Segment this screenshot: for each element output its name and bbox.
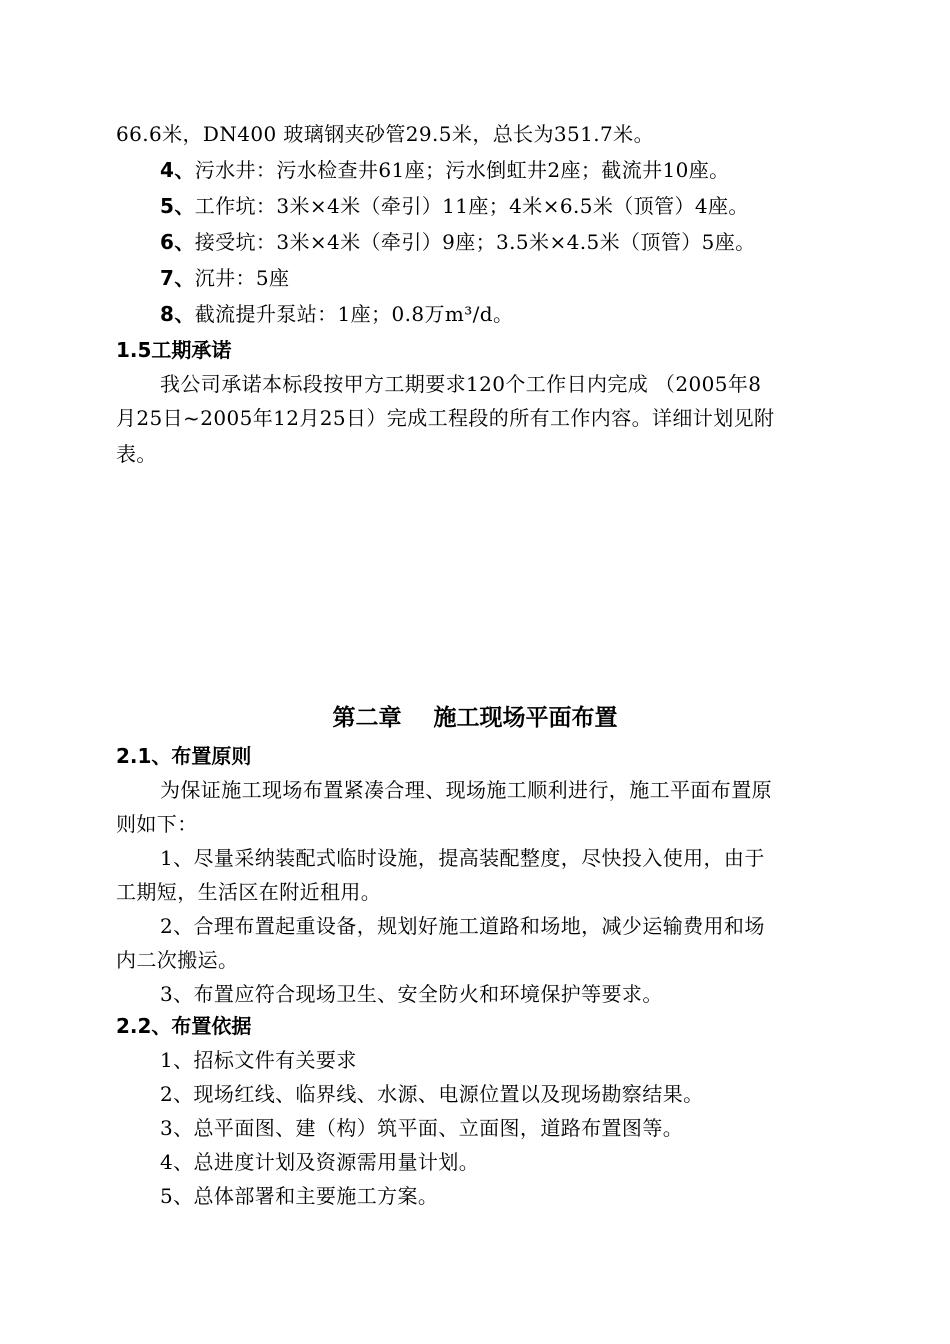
list-text: 沉井：5座 [194,266,290,290]
paragraph-line: 表。 [116,442,157,466]
chapter-title: 第二章 施工现场平面布置 [332,705,618,731]
list-number: 5、 [160,194,195,218]
list-number: 6、 [160,230,195,254]
paragraph-line: 则如下： [116,812,198,836]
list-item: 1、招标文件有关要求 [160,1048,357,1072]
list-item [160,302,513,326]
list-item [160,194,749,218]
paragraph-line: 1、尽量采纳装配式临时设施，提高装配整度，尽快投入使用，由于 [160,846,765,870]
list-text: 接受坑：3米×4米（牵引）9座；3.5米×4.5米（顶管）5座。 [194,230,756,254]
list-text: 污水井：污水检查井61座；污水倒虹井2座；截流井10座。 [194,158,730,182]
paragraph-line: 2、合理布置起重设备，规划好施工道路和场地，减少运输费用和场 [160,914,765,938]
section-heading: 2.2、布置依据 [116,1014,252,1038]
text-line: 66.6米，DN400 玻璃钢夹砂管29.5米，总长为351.7米。 [116,122,654,146]
list-item: 4、总进度计划及资源需用量计划。 [160,1150,480,1174]
list-item [160,230,756,254]
list-item: 3、总平面图、建（构）筑平面、立面图，道路布置图等。 [160,1116,684,1140]
list-item [160,266,289,290]
paragraph-line: 我公司承诺本标段按甲方工期要求120个工作日内完成 （2005年8 [160,372,762,396]
list-item: 2、现场红线、临界线、水源、电源位置以及现场勘察结果。 [160,1082,704,1106]
list-item [160,158,730,182]
section-heading: 2.1、布置原则 [116,744,252,768]
list-item: 5、总体部署和主要施工方案。 [160,1184,439,1208]
list-number: 4、 [160,158,195,182]
list-text: 截流提升泵站：1座；0.8万m³/d。 [194,302,514,326]
list-number: 7、 [160,266,195,290]
list-number: 8、 [160,302,195,326]
paragraph-line: 为保证施工现场布置紧凑合理、现场施工顺利进行，施工平面布置原 [160,778,772,802]
list-text: 工作坑：3米×4米（牵引）11座；4米×6.5米（顶管）4座。 [194,194,749,218]
section-heading: 1.5工期承诺 [116,338,232,362]
paragraph-line: 月25日~2005年12月25日）完成工程段的所有工作内容。详细计划见附 [116,406,775,430]
paragraph-line: 内二次搬运。 [116,948,239,972]
paragraph-line: 工期短，生活区在附近租用。 [116,880,382,904]
paragraph-line: 3、布置应符合现场卫生、安全防火和环境保护等要求。 [160,982,663,1006]
